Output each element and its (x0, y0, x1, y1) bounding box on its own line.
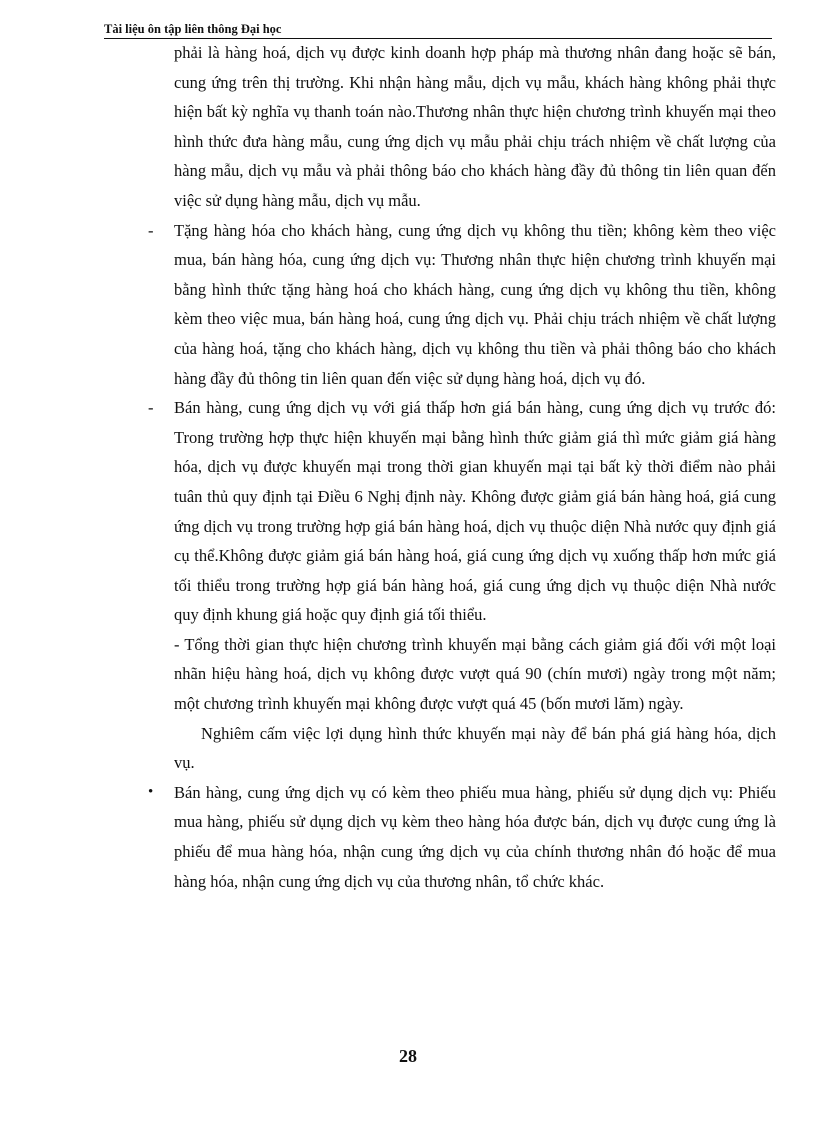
dash-marker: - (148, 220, 154, 240)
intro-paragraph: phải là hàng hoá, dịch vụ được kinh doanh hợp pháp mà thương nhân đang hoặc sẽ bán, cung ứng trên thị trường. Khi nhận hàng mẫu, dịch vụ mẫu, khách hàng không phải thực hiện bất kỳ nghĩa vụ thanh toán nào.Thương nhân thực hiện chương trình khuyến mại theo hình thức đưa hàng mẫu, cung ứng dịch vụ mẫu phải chịu trách nhiệm về chất lượng của hàng mẫu, dịch vụ mẫu và phải thông báo cho khách hàng đầy đủ thông tin liên quan đến việc sử dụng hàng mẫu, dịch vụ mẫu. (174, 43, 776, 210)
page-number: 28 (399, 1046, 417, 1066)
list-item-text: Bán hàng, cung ứng dịch vụ với giá thấp hơn giá bán hàng, cung ứng dịch vụ trước đó: Trong trường hợp thực hiện khuyến mại bằng hình thức giảm giá thì mức giảm giá hàng hóa, dịch vụ được khuyến mại trong thời gian khuyến mại tại bất kỳ thời điểm nào phải tuân thủ quy định tại Điều 6 Nghị định này. Không được giảm giá bán hàng hoá, giá cung ứng dịch vụ trong trường hợp giá bán hàng hoá, dịch vụ thuộc diện Nhà nước quy định giá cụ thể.Không được giảm giá bán hàng hoá, giá cung ứng dịch vụ xuống thấp hơn mức giá tối thiểu trong trường hợp giá bán hàng hoá, giá cung ứng dịch vụ thuộc diện Nhà nước quy định khung giá hoặc quy định giá tối thiểu. (174, 398, 776, 625)
bullet-item-text: Bán hàng, cung ứng dịch vụ có kèm theo phiếu mua hàng, phiếu sử dụng dịch vụ: Phiếu mua hàng, phiếu sử dụng dịch vụ kèm theo hàng hóa được bán, dịch vụ được cung ứng là phiếu để mua hàng hóa, nhận cung ứng dịch vụ của chính thương nhân đó hoặc để mua hàng hóa, nhận cung ứng dịch vụ của thương nhân, tổ chức khác. (174, 782, 776, 891)
page-content (104, 38, 776, 896)
prohibition-paragraph: Nghiêm cấm việc lợi dụng hình thức khuyến mại này để bán phá giá hàng hóa, dịch vụ. (174, 723, 776, 773)
list-item (104, 393, 776, 630)
duration-paragraph: - Tổng thời gian thực hiện chương trình khuyến mại bằng cách giảm giá đối với một loại nhãn hiệu hàng hoá, dịch vụ không được vượt quá 90 (chín mươi) ngày trong một năm; một chương trình khuyến mại không được vượt quá 45 (bốn mươi lăm) ngày. (174, 634, 776, 714)
document-header: Tài liệu ôn tập liên thông Đại học (104, 22, 772, 39)
dash-marker: - (148, 398, 154, 418)
bullet-marker: • (148, 783, 154, 800)
list-item (104, 216, 776, 394)
list-item-text: Tặng hàng hóa cho khách hàng, cung ứng dịch vụ không thu tiền; không kèm theo việc mua, bán hàng hóa, cung ứng dịch vụ: Thương nhân thực hiện chương trình khuyến mại bằng hình thức tặng hàng hoá cho khách hàng, cung ứng dịch vụ không thu tiền, không kèm theo việc mua, bán hàng hoá, cung ứng dịch vụ. Phải chịu trách nhiệm về chất lượng của hàng hoá, tặng cho khách hàng, dịch vụ không thu tiền và phải thông báo cho khách hàng đầy đủ thông tin liên quan đến việc sử dụng hàng hoá, dịch vụ đó. (174, 220, 776, 388)
bullet-item (104, 778, 776, 896)
